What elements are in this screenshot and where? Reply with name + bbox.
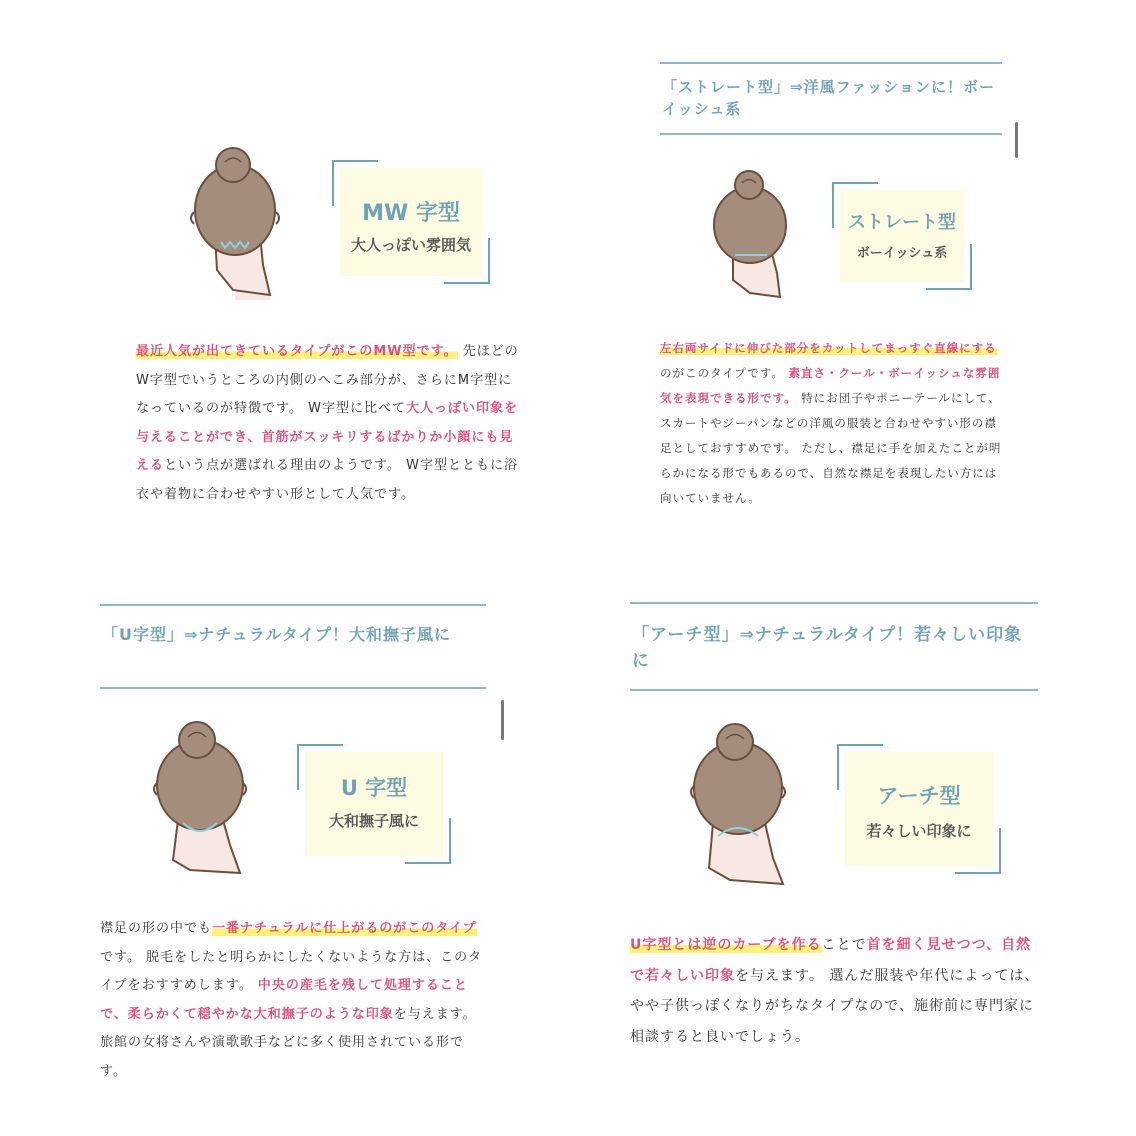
body-text-segment: を与えます。 旅館の女将さんや演歌歌手などに多く使用されている形です。	[100, 1006, 477, 1079]
straight-heading-top-rule	[660, 62, 1002, 64]
emphasized-text: 素直さ・クール・ボーイッシュな雰囲気を表現できる形です。	[660, 366, 1001, 405]
u-neckline-illustration	[145, 715, 250, 875]
u-body-text	[100, 915, 490, 1086]
emphasized-text: 首を細く見せつつ、自然で若々しい印象	[630, 937, 1032, 984]
straight-scrollbar[interactable]	[1015, 122, 1018, 158]
highlighted-text: 一番ナチュラルに仕上がるのがこのタイプ	[212, 921, 477, 936]
mw-neckline-illustration	[185, 140, 285, 300]
arch-label-title: アーチ型	[877, 784, 961, 808]
emphasized-text: 大人っぽい印象を与えることができ、首筋がスッキリするばかりか小顔にも見える	[136, 401, 518, 473]
highlighted-text: 最近人気が出てきているタイプがこのMW型です。	[136, 344, 458, 359]
body-text-segment: 特にお団子やポニーテールにして、スカートやジーパンなどの洋風の服装と合わせやすい形の襟足としておすすめです。 ただし、襟足に手を加えたことが明らかになる形でもあるので、自然な襟足を表現したい方には向いていません。	[660, 391, 1002, 505]
body-text-segment: を与えます。 選んだ服装や年代によっては、やや子供っぽくなりがちなタイプなので、施術前に専門家に相談すると良いでしょう。	[630, 967, 1040, 1045]
body-text-segment: のがこのタイプです。	[660, 366, 789, 380]
straight-label-sub: ボーイッシュ系	[856, 246, 948, 261]
arch-body-text	[630, 930, 1040, 1052]
mw-label-title: MW 字型	[362, 201, 460, 226]
body-text-segment: です。 脱毛をしたと明らかにしたくないような方は、このタイプをおすすめします。	[100, 949, 483, 993]
u-heading-top-rule	[100, 604, 486, 606]
emphasized-text: 中央の産毛を残して処理することで、柔らかくて穏やかな大和撫子のような印象	[100, 978, 468, 1022]
mw-label-sub: 大人っぽい雰囲気	[350, 236, 471, 254]
mw-label-box	[340, 168, 482, 276]
u-label-sub: 大和撫子風に	[328, 812, 419, 830]
highlighted-text: 左右両サイドに伸びた部分をカットしてまっすぐ直線にする	[660, 341, 997, 355]
u-heading-bottom-rule	[100, 687, 486, 689]
body-text-segment: という点が選ばれる理由のようです。 W字型とともに浴衣や着物に合わせやすい形として人気です。	[136, 458, 518, 502]
u-heading: 「U字型」⇒ナチュラルタイプ！大和撫子風に	[102, 625, 451, 644]
arch-label-sub: 若々しい印象に	[866, 822, 972, 840]
u-scrollbar[interactable]	[501, 700, 504, 740]
arch-heading-bottom-rule	[630, 689, 1038, 691]
u-label-box	[305, 752, 443, 856]
body-text-segment: 先ほどのW字型でいうところの内側のへこみ部分が、さらにM字型になっているのが特徴です。 W字型に比べて	[136, 344, 519, 416]
arch-label-box	[845, 752, 993, 866]
straight-neckline-illustration	[705, 165, 795, 300]
straight-body-text	[660, 336, 1005, 511]
straight-label-title: ストレート型	[848, 212, 956, 233]
arch-heading-top-rule	[630, 602, 1038, 604]
arch-neckline-illustration	[685, 718, 790, 888]
mw-body-text	[136, 338, 521, 509]
highlighted-text: U字型とは逆のカーブを作る	[630, 937, 822, 953]
arch-heading: 「アーチ型」⇒ナチュラルタイプ！若々しい印象に	[632, 625, 1023, 671]
straight-heading-bottom-rule	[660, 133, 1002, 135]
straight-label-box	[840, 190, 964, 282]
straight-heading: 「ストレート型」⇒洋風ファッションに！ボーイッシュ系	[662, 78, 995, 118]
u-label-title: U 字型	[340, 776, 408, 800]
body-text-segment: ことで	[821, 937, 867, 953]
body-text-segment: 襟足の形の中でも	[100, 921, 213, 936]
